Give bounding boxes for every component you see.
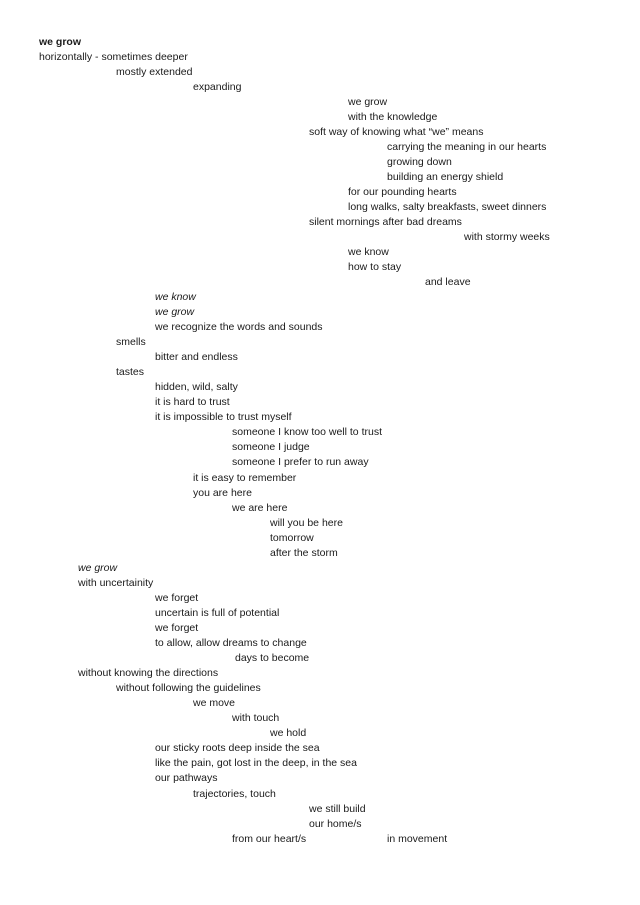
poem-line: bitter and endless: [155, 351, 238, 363]
poem-line: mostly extended: [116, 66, 193, 78]
poem-line: without following the guidelines: [116, 682, 261, 694]
poem-line: with stormy weeks: [464, 231, 550, 243]
poem-line: we forget: [155, 592, 199, 604]
poem-line: our sticky roots deep inside the sea: [155, 742, 320, 754]
poem-line: we recognize the words and sounds: [155, 321, 323, 333]
poem-line: we know: [348, 246, 389, 258]
poem-line: our pathways: [155, 772, 218, 784]
poem-line: like the pain, got lost in the deep, in the sea: [155, 757, 357, 769]
poem-line: with uncertainity: [78, 577, 154, 589]
poem-line: and leave: [425, 276, 471, 288]
poem-line: long walks, salty breakfasts, sweet dinners: [348, 201, 547, 213]
poem-line: someone I judge: [232, 441, 310, 453]
poem-line: in movement: [387, 833, 448, 845]
poem-line: we are here: [232, 502, 288, 514]
poem-line: days to become: [235, 652, 310, 664]
poem-line: silent mornings after bad dreams: [309, 216, 462, 228]
poem-line: horizontally - sometimes deeper: [39, 51, 188, 63]
poem-line: it is hard to trust: [155, 396, 230, 408]
poem-line: we grow: [155, 306, 195, 318]
poem-line: with the knowledge: [348, 111, 438, 123]
poem-line: building an energy shield: [387, 171, 504, 183]
poem-line: tastes: [116, 366, 145, 378]
poem-line: we grow: [348, 96, 388, 108]
poem-line: hidden, wild, salty: [155, 381, 238, 393]
poem-line: for our pounding hearts: [348, 186, 457, 198]
poem-line: we grow: [78, 562, 118, 574]
poem-line: uncertain is full of potential: [155, 607, 280, 619]
poem-line: carrying the meaning in our hearts: [387, 141, 547, 153]
poem-line: expanding: [193, 81, 242, 93]
poem-line: trajectories, touch: [193, 788, 276, 800]
poem-line: we grow: [39, 36, 82, 48]
poem-line: after the storm: [270, 547, 338, 559]
poem-line: to allow, allow dreams to change: [155, 637, 307, 649]
poem-line: soft way of knowing what “we” means: [309, 126, 484, 138]
poem-line: someone I know too well to trust: [232, 426, 382, 438]
poem-line: with touch: [232, 712, 280, 724]
poem-line: we move: [193, 697, 236, 709]
poem-line: someone I prefer to run away: [232, 456, 369, 468]
poem-line: tomorrow: [270, 532, 314, 544]
poem-line: we hold: [270, 727, 307, 739]
poem-line: you are here: [193, 487, 252, 499]
poem-line: we know: [155, 291, 196, 303]
poem-line: our home/s: [309, 818, 362, 830]
poem-line: how to stay: [348, 261, 402, 273]
poem-line: growing down: [387, 156, 452, 168]
poem-line: it is impossible to trust myself: [155, 411, 292, 423]
poem-line: will you be here: [270, 517, 343, 529]
poem-line: from our heart/s: [232, 833, 307, 845]
poem-line: it is easy to remember: [193, 472, 297, 484]
poem-line: we still build: [309, 803, 366, 815]
poem-line: without knowing the directions: [78, 667, 219, 679]
poem-line: smells: [116, 336, 146, 348]
poem-line: we forget: [155, 622, 199, 634]
